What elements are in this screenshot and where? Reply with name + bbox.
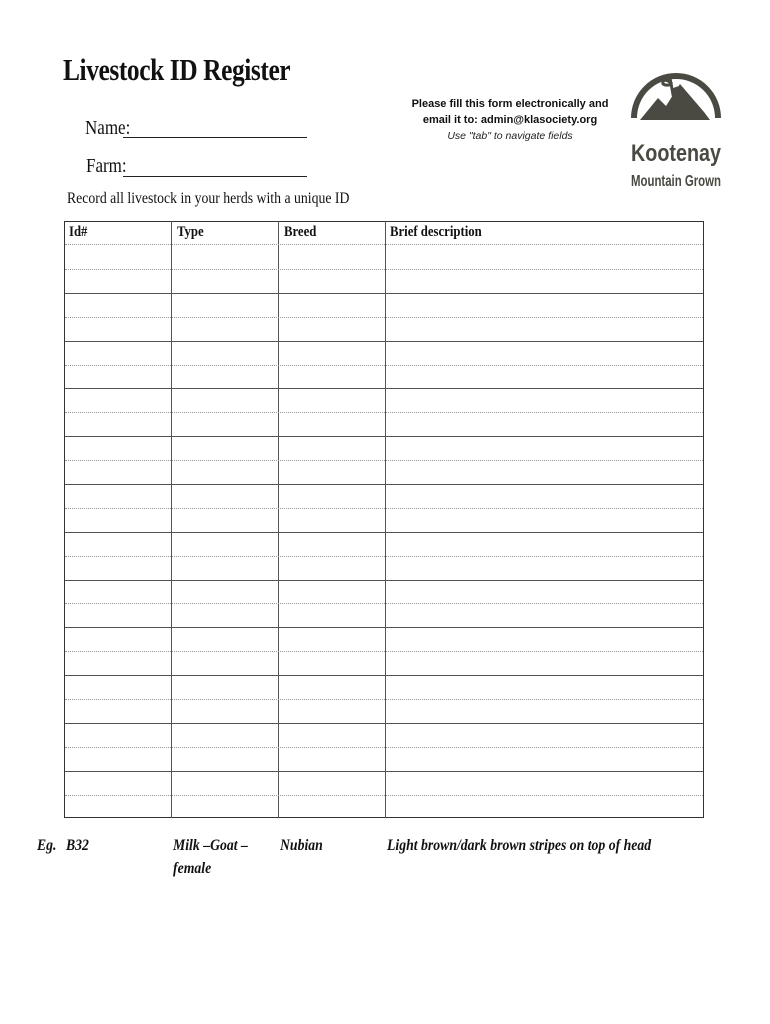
farm-input[interactable] bbox=[124, 156, 306, 176]
example-breed: Nubian bbox=[280, 837, 323, 854]
cell-description bbox=[385, 293, 704, 317]
cell-type bbox=[171, 436, 278, 460]
example-id: B32 bbox=[66, 837, 89, 854]
cell-type bbox=[171, 532, 278, 556]
description-input[interactable] bbox=[385, 627, 704, 651]
header-id: Id# bbox=[69, 224, 88, 240]
table-row bbox=[64, 723, 704, 747]
id-input[interactable] bbox=[64, 317, 171, 341]
cell-id bbox=[64, 627, 171, 651]
cell-type bbox=[171, 245, 278, 269]
breed-input[interactable] bbox=[278, 388, 385, 412]
cell-type bbox=[171, 580, 278, 604]
type-input[interactable] bbox=[171, 580, 278, 604]
description-input[interactable] bbox=[385, 341, 704, 365]
type-input[interactable] bbox=[171, 627, 278, 651]
cell-breed bbox=[278, 675, 385, 699]
instructions-line-2: email it to: admin@klasociety.org bbox=[422, 114, 598, 126]
cell-description bbox=[385, 436, 704, 460]
cell-breed bbox=[278, 341, 385, 365]
id-input[interactable] bbox=[64, 795, 171, 819]
cell-type bbox=[171, 699, 278, 723]
description-input[interactable] bbox=[385, 532, 704, 556]
cell-id bbox=[64, 771, 171, 795]
cell-description bbox=[385, 675, 704, 699]
description-input[interactable] bbox=[385, 675, 704, 699]
cell-id bbox=[64, 699, 171, 723]
cell-description bbox=[385, 723, 704, 747]
breed-input[interactable] bbox=[278, 604, 385, 628]
breed-input[interactable] bbox=[278, 293, 385, 317]
type-input[interactable] bbox=[171, 412, 278, 436]
id-input[interactable] bbox=[64, 460, 171, 484]
cell-id bbox=[64, 580, 171, 604]
cell-type bbox=[171, 675, 278, 699]
cell-id bbox=[64, 723, 171, 747]
description-input[interactable] bbox=[385, 604, 704, 628]
cell-breed bbox=[278, 627, 385, 651]
page-title: Livestock ID Register bbox=[63, 52, 291, 87]
cell-breed bbox=[278, 293, 385, 317]
cell-description bbox=[385, 580, 704, 604]
cell-description bbox=[385, 771, 704, 795]
cell-breed bbox=[278, 651, 385, 675]
cell-description bbox=[385, 412, 704, 436]
cell-description bbox=[385, 627, 704, 651]
cell-description bbox=[385, 747, 704, 771]
cell-id bbox=[64, 460, 171, 484]
example-prefix: Eg. bbox=[37, 837, 57, 854]
cell-type bbox=[171, 484, 278, 508]
type-input[interactable] bbox=[171, 341, 278, 365]
cell-id bbox=[64, 388, 171, 412]
cell-description bbox=[385, 388, 704, 412]
id-input[interactable] bbox=[64, 699, 171, 723]
table-row bbox=[64, 556, 704, 580]
description-input[interactable] bbox=[385, 747, 704, 771]
cell-type bbox=[171, 293, 278, 317]
table-row bbox=[64, 675, 704, 699]
table-row bbox=[64, 317, 704, 341]
breed-input[interactable] bbox=[278, 747, 385, 771]
cell-type bbox=[171, 460, 278, 484]
description-input[interactable] bbox=[385, 436, 704, 460]
instructions bbox=[395, 96, 625, 144]
cell-id bbox=[64, 556, 171, 580]
type-input[interactable] bbox=[171, 699, 278, 723]
cell-description bbox=[385, 651, 704, 675]
cell-id bbox=[64, 651, 171, 675]
cell-breed bbox=[278, 556, 385, 580]
cell-id bbox=[64, 484, 171, 508]
description-input[interactable] bbox=[385, 460, 704, 484]
table-row bbox=[64, 627, 704, 651]
cell-type bbox=[171, 341, 278, 365]
cell-breed bbox=[278, 508, 385, 532]
type-input[interactable] bbox=[171, 795, 278, 819]
cell-id bbox=[64, 269, 171, 293]
cell-breed bbox=[278, 723, 385, 747]
cell-breed bbox=[278, 460, 385, 484]
breed-input[interactable] bbox=[278, 556, 385, 580]
description-input[interactable] bbox=[385, 293, 704, 317]
breed-input[interactable] bbox=[278, 269, 385, 293]
id-input[interactable] bbox=[64, 508, 171, 532]
id-input[interactable] bbox=[64, 341, 171, 365]
description-input[interactable] bbox=[385, 723, 704, 747]
table-row bbox=[64, 245, 704, 269]
cell-breed bbox=[278, 388, 385, 412]
breed-input[interactable] bbox=[278, 365, 385, 389]
breed-input[interactable] bbox=[278, 795, 385, 819]
cell-type bbox=[171, 365, 278, 389]
description-input[interactable] bbox=[385, 795, 704, 819]
breed-input[interactable] bbox=[278, 245, 385, 269]
table-row bbox=[64, 651, 704, 675]
table-row bbox=[64, 388, 704, 412]
type-input[interactable] bbox=[171, 365, 278, 389]
breed-input[interactable] bbox=[278, 412, 385, 436]
header-description: Brief description bbox=[390, 224, 482, 240]
id-input[interactable] bbox=[64, 436, 171, 460]
name-underline bbox=[123, 137, 307, 138]
breed-input[interactable] bbox=[278, 341, 385, 365]
table-row bbox=[64, 460, 704, 484]
type-input[interactable] bbox=[171, 604, 278, 628]
cell-description bbox=[385, 460, 704, 484]
breed-input[interactable] bbox=[278, 699, 385, 723]
description-input[interactable] bbox=[385, 699, 704, 723]
logo-word-2: Mountain Grown bbox=[631, 173, 721, 190]
cell-id bbox=[64, 341, 171, 365]
breed-input[interactable] bbox=[278, 651, 385, 675]
cell-id bbox=[64, 317, 171, 341]
description-input[interactable] bbox=[385, 269, 704, 293]
cell-breed bbox=[278, 532, 385, 556]
description-input[interactable] bbox=[385, 365, 704, 389]
id-input[interactable] bbox=[64, 651, 171, 675]
id-input[interactable] bbox=[64, 365, 171, 389]
type-input[interactable] bbox=[171, 436, 278, 460]
cell-description bbox=[385, 317, 704, 341]
id-input[interactable] bbox=[64, 675, 171, 699]
cell-id bbox=[64, 293, 171, 317]
kootenay-logo bbox=[628, 48, 724, 194]
breed-input[interactable] bbox=[278, 771, 385, 795]
cell-type bbox=[171, 556, 278, 580]
cell-description bbox=[385, 604, 704, 628]
cell-breed bbox=[278, 747, 385, 771]
description-input[interactable] bbox=[385, 388, 704, 412]
type-input[interactable] bbox=[171, 484, 278, 508]
table-row bbox=[64, 269, 704, 293]
type-input[interactable] bbox=[171, 675, 278, 699]
id-input[interactable] bbox=[64, 556, 171, 580]
cell-type bbox=[171, 795, 278, 819]
description-input[interactable] bbox=[385, 508, 704, 532]
cell-type bbox=[171, 627, 278, 651]
type-input[interactable] bbox=[171, 556, 278, 580]
breed-input[interactable] bbox=[278, 436, 385, 460]
cell-description bbox=[385, 365, 704, 389]
cell-description bbox=[385, 556, 704, 580]
description-input[interactable] bbox=[385, 317, 704, 341]
cell-breed bbox=[278, 604, 385, 628]
cell-breed bbox=[278, 317, 385, 341]
cell-breed bbox=[278, 484, 385, 508]
description-input[interactable] bbox=[385, 556, 704, 580]
cell-description bbox=[385, 341, 704, 365]
description-input[interactable] bbox=[385, 412, 704, 436]
cell-description bbox=[385, 245, 704, 269]
id-input[interactable] bbox=[64, 771, 171, 795]
cell-breed bbox=[278, 269, 385, 293]
example-type-line-2: female bbox=[173, 860, 212, 877]
type-input[interactable] bbox=[171, 317, 278, 341]
cell-id bbox=[64, 604, 171, 628]
cell-id bbox=[64, 508, 171, 532]
cell-breed bbox=[278, 771, 385, 795]
type-input[interactable] bbox=[171, 293, 278, 317]
id-input[interactable] bbox=[64, 484, 171, 508]
id-input[interactable] bbox=[64, 269, 171, 293]
table-row bbox=[64, 412, 704, 436]
cell-id bbox=[64, 747, 171, 771]
type-input[interactable] bbox=[171, 245, 278, 269]
breed-input[interactable] bbox=[278, 484, 385, 508]
table-row bbox=[64, 771, 704, 795]
id-input[interactable] bbox=[64, 532, 171, 556]
example-type-line-1: Milk –Goat – bbox=[173, 837, 248, 854]
table-row bbox=[64, 436, 704, 460]
cell-id bbox=[64, 412, 171, 436]
description-input[interactable] bbox=[385, 651, 704, 675]
name-label: Name: bbox=[85, 117, 131, 139]
type-input[interactable] bbox=[171, 532, 278, 556]
breed-input[interactable] bbox=[278, 317, 385, 341]
breed-input[interactable] bbox=[278, 723, 385, 747]
cell-type bbox=[171, 651, 278, 675]
breed-input[interactable] bbox=[278, 508, 385, 532]
instructions-line-1: Please fill this form electronically and bbox=[411, 98, 609, 110]
id-input[interactable] bbox=[64, 293, 171, 317]
table-row bbox=[64, 604, 704, 628]
id-input[interactable] bbox=[64, 245, 171, 269]
cell-breed bbox=[278, 245, 385, 269]
type-input[interactable] bbox=[171, 651, 278, 675]
example-type bbox=[173, 834, 248, 880]
id-input[interactable] bbox=[64, 388, 171, 412]
header-breed: Breed bbox=[284, 224, 317, 240]
cell-type bbox=[171, 508, 278, 532]
table-row bbox=[64, 532, 704, 556]
table-row bbox=[64, 341, 704, 365]
farm-underline bbox=[123, 176, 307, 177]
cell-type bbox=[171, 723, 278, 747]
type-input[interactable] bbox=[171, 460, 278, 484]
cell-id bbox=[64, 436, 171, 460]
example-description: Light brown/dark brown stripes on top of head bbox=[387, 837, 652, 854]
id-input[interactable] bbox=[64, 580, 171, 604]
table-row bbox=[64, 484, 704, 508]
type-input[interactable] bbox=[171, 508, 278, 532]
table-row bbox=[64, 580, 704, 604]
cell-description bbox=[385, 532, 704, 556]
breed-input[interactable] bbox=[278, 460, 385, 484]
cell-breed bbox=[278, 436, 385, 460]
cell-description bbox=[385, 795, 704, 819]
cell-description bbox=[385, 484, 704, 508]
name-input[interactable] bbox=[124, 118, 306, 138]
id-input[interactable] bbox=[64, 723, 171, 747]
id-input[interactable] bbox=[64, 412, 171, 436]
header-type: Type bbox=[177, 224, 204, 240]
cell-type bbox=[171, 771, 278, 795]
cell-description bbox=[385, 508, 704, 532]
breed-input[interactable] bbox=[278, 627, 385, 651]
breed-input[interactable] bbox=[278, 532, 385, 556]
logo-word-1: Kootenay bbox=[631, 140, 722, 167]
type-input[interactable] bbox=[171, 747, 278, 771]
id-input[interactable] bbox=[64, 627, 171, 651]
breed-input[interactable] bbox=[278, 675, 385, 699]
table-row bbox=[64, 699, 704, 723]
cell-id bbox=[64, 795, 171, 819]
description-input[interactable] bbox=[385, 484, 704, 508]
table-row bbox=[64, 293, 704, 317]
cell-type bbox=[171, 412, 278, 436]
cell-id bbox=[64, 532, 171, 556]
type-input[interactable] bbox=[171, 388, 278, 412]
record-note: Record all livestock in your herds with a unique ID bbox=[67, 190, 350, 207]
cell-id bbox=[64, 245, 171, 269]
cell-type bbox=[171, 604, 278, 628]
farm-label: Farm: bbox=[86, 155, 127, 177]
cell-breed bbox=[278, 699, 385, 723]
description-input[interactable] bbox=[385, 771, 704, 795]
description-input[interactable] bbox=[385, 245, 704, 269]
type-input[interactable] bbox=[171, 269, 278, 293]
cell-type bbox=[171, 317, 278, 341]
table-row bbox=[64, 747, 704, 771]
cell-breed bbox=[278, 412, 385, 436]
cell-type bbox=[171, 388, 278, 412]
table-row bbox=[64, 795, 704, 819]
cell-breed bbox=[278, 365, 385, 389]
type-input[interactable] bbox=[171, 723, 278, 747]
table-row bbox=[64, 365, 704, 389]
id-input[interactable] bbox=[64, 604, 171, 628]
cell-type bbox=[171, 269, 278, 293]
description-input[interactable] bbox=[385, 580, 704, 604]
table-row bbox=[64, 508, 704, 532]
cell-description bbox=[385, 269, 704, 293]
id-input[interactable] bbox=[64, 747, 171, 771]
cell-description bbox=[385, 699, 704, 723]
cell-type bbox=[171, 747, 278, 771]
type-input[interactable] bbox=[171, 771, 278, 795]
cell-id bbox=[64, 675, 171, 699]
cell-breed bbox=[278, 580, 385, 604]
breed-input[interactable] bbox=[278, 580, 385, 604]
cell-id bbox=[64, 365, 171, 389]
instructions-line-3: Use "tab" to navigate fields bbox=[447, 130, 573, 142]
cell-breed bbox=[278, 795, 385, 819]
